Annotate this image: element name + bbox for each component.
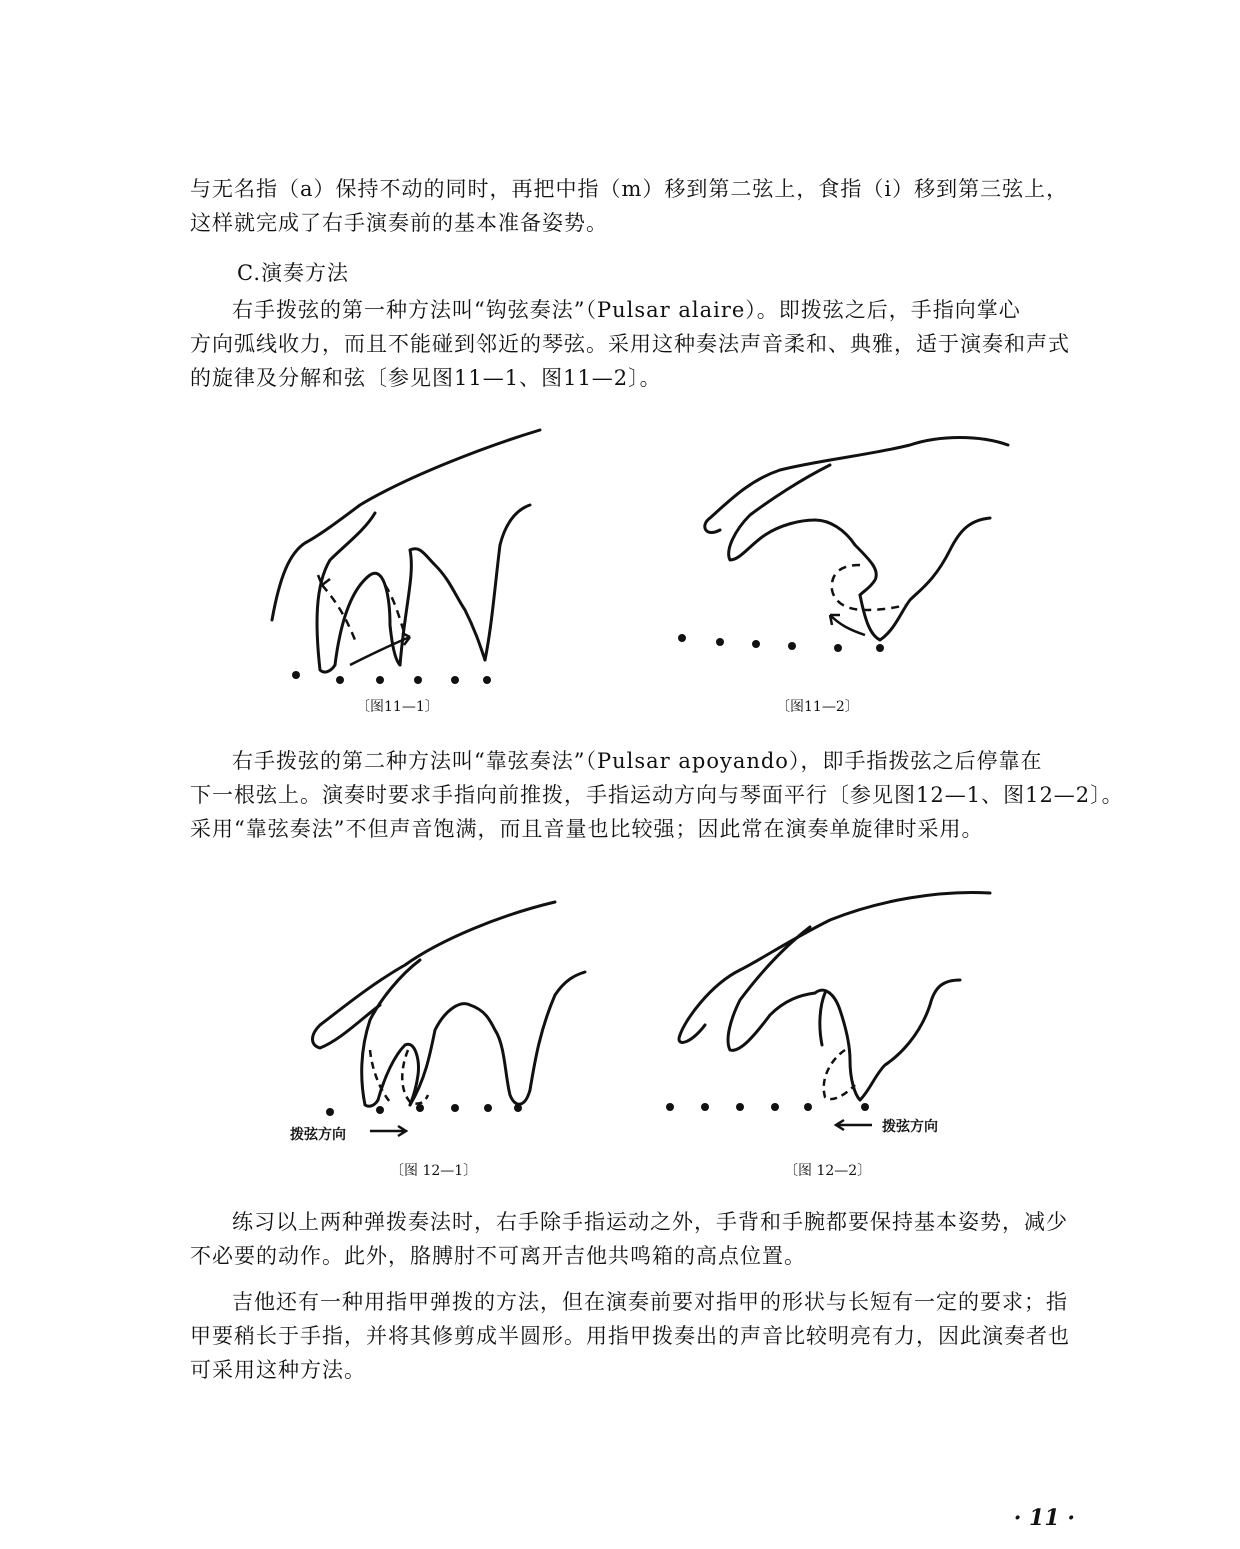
paragraph-1 [190, 172, 1095, 240]
hand-hook-stroke-illustration [670, 430, 1015, 665]
arrow-right [368, 1124, 410, 1138]
text-line: 吉他还有一种用指甲弹拨的方法，但在演奏前要对指甲的形状与长短有一定的要求；指 [232, 1290, 1068, 1314]
section-heading: C.演奏方法 [237, 261, 349, 285]
hand-rest-stroke-illustration [660, 885, 1000, 1120]
figure-11-1 [260, 425, 560, 690]
paragraph-3 [190, 744, 1124, 846]
page-number: · 11 · [1013, 1505, 1075, 1531]
figure-caption: 〔图 12—2〕 [784, 1163, 872, 1179]
text-line: 右手拨弦的第二种方法叫“靠弦奏法”（Pulsar apoyando），即手指拨弦之后停靠在 [232, 749, 1043, 773]
figure-caption: 〔图11—2〕 [776, 699, 859, 715]
text-line: 练习以上两种弹拨奏法时，右手除手指运动之外，手背和手腕都要保持基本姿势，减少 [232, 1210, 1068, 1234]
figure-caption: 〔图 12—1〕 [390, 1163, 478, 1179]
text-line: 可采用这种方法。 [190, 1358, 366, 1382]
text-line: 的旋律及分解和弦〔参见图11—1、图11—2〕。 [190, 366, 662, 390]
text-line: 甲要稍长于手指，并将其修剪成半圆形。用指甲拨奏出的声音比较明亮有力，因此演奏者也 [190, 1324, 1070, 1348]
figure-11-2 [670, 430, 1015, 665]
arrow-label: 拨弦方向 [882, 1119, 938, 1135]
paragraph-2 [190, 293, 1095, 395]
hand-rest-stroke-illustration [300, 890, 600, 1125]
text-line: 右手拨弦的第一种方法叫“钩弦奏法”（Pulsar alaire）。即拨弦之后，手指向掌心 [232, 298, 1021, 322]
text-line: 方向弧线收力，而且不能碰到邻近的琴弦。采用这种奏法声音柔和、典雅，适于演奏和声式 [190, 332, 1070, 356]
arrow-left [832, 1118, 874, 1132]
text-line: 采用“靠弦奏法”不但声音饱满，而且音量也比较强；因此常在演奏单旋律时采用。 [190, 817, 984, 841]
figure-12-2 [660, 885, 1000, 1120]
text-line: 这样就完成了右手演奏前的基本准备姿势。 [190, 211, 608, 235]
text-line: 不必要的动作。此外，胳膊肘不可离开吉他共鸣箱的高点位置。 [190, 1244, 806, 1268]
hand-hook-stroke-illustration [260, 425, 560, 690]
arrow-right-icon [368, 1124, 410, 1138]
text-line: 与无名指（a）保持不动的同时，再把中指（m）移到第二弦上，食指（i）移到第三弦上， [190, 177, 1069, 201]
arrow-left-icon [832, 1118, 874, 1132]
arrow-label: 拨弦方向 [290, 1127, 346, 1143]
paragraph-5 [190, 1285, 1095, 1387]
figure-caption: 〔图11—1〕 [356, 699, 439, 715]
paragraph-4 [190, 1205, 1095, 1273]
figure-12-1 [300, 890, 600, 1125]
text-line: 下一根弦上。演奏时要求手指向前推拨，手指运动方向与琴面平行〔参见图12—1、图12—2〕。 [190, 783, 1124, 807]
